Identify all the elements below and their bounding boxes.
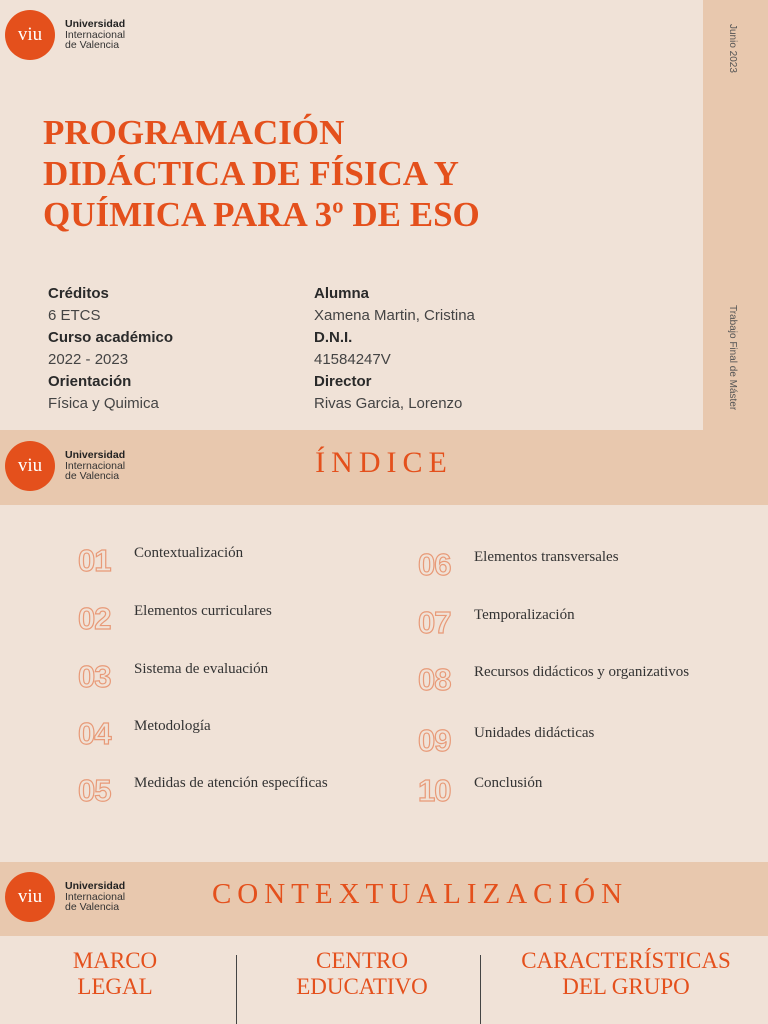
index-item[interactable]: [418, 662, 689, 698]
index-item-label: Unidades didácticas: [474, 725, 595, 741]
viu-logo-mark: viu: [5, 10, 55, 60]
index-item-number: 02: [78, 601, 111, 636]
director-value: Rivas Garcia, Lorenzo: [314, 395, 463, 412]
index-item[interactable]: [418, 773, 542, 809]
director-label: Director: [314, 373, 372, 390]
index-item-label: Temporalización: [474, 607, 575, 623]
dni-value: 41584247V: [314, 351, 391, 368]
index-item-label: Metodología: [134, 718, 211, 734]
viu-logo-mark: viu: [5, 872, 55, 922]
index-item-label: Elementos curriculares: [134, 603, 272, 619]
index-item[interactable]: [78, 543, 243, 579]
viu-logo-text: Universidad Internacional de Valencia: [65, 18, 126, 52]
index-item[interactable]: [78, 716, 211, 752]
index-item-number: 04: [78, 716, 111, 751]
viu-logo-text: Universidad Internacional de Valencia: [65, 880, 126, 914]
index-item-label: Recursos didácticos y organizativos: [474, 664, 690, 680]
viu-logo: [5, 10, 125, 60]
index-item[interactable]: [418, 723, 594, 759]
viu-logo-mark: viu: [5, 441, 55, 491]
student-value: Xamena Martin, Cristina: [314, 307, 475, 324]
index-item-label: Sistema de evaluación: [134, 661, 269, 677]
index-item-number: 10: [418, 773, 451, 808]
caracteristicas-grupo-heading[interactable]: CARACTERÍSTICAS DEL GRUPO: [521, 948, 731, 999]
index-title: ÍNDICE: [315, 446, 453, 479]
cover-info-right: [314, 283, 475, 415]
centro-educativo-heading[interactable]: CENTRO EDUCATIVO: [296, 948, 428, 999]
viu-logo: [5, 872, 125, 922]
dni-label: D.N.I.: [314, 329, 353, 346]
index-item[interactable]: [418, 605, 575, 641]
cover-info-left: [48, 283, 173, 415]
credits-value: 6 ETCS: [48, 307, 101, 324]
index-item[interactable]: [78, 601, 272, 637]
index-item-number: 06: [418, 547, 451, 582]
index-item-label: Medidas de atención específicas: [134, 775, 328, 791]
cover-document-type: Trabajo Final de Máster: [727, 305, 738, 411]
cover-section: [0, 0, 768, 430]
orientation-label: Orientación: [48, 373, 132, 390]
student-label: Alumna: [314, 285, 370, 302]
column-divider: [480, 955, 481, 1024]
index-item-number: 08: [418, 662, 451, 697]
academic-year-label: Curso académico: [48, 329, 174, 346]
index-item-label: Contextualización: [134, 545, 244, 561]
index-item[interactable]: [78, 659, 268, 695]
index-item-label: Conclusión: [474, 775, 543, 791]
credits-label: Créditos: [48, 285, 109, 302]
column-divider: [236, 955, 237, 1024]
orientation-value: Física y Quimica: [48, 395, 159, 412]
index-item[interactable]: [418, 547, 619, 583]
index-item-number: 03: [78, 659, 111, 694]
cover-date: Junio 2023: [727, 24, 738, 73]
index-item-number: 07: [418, 605, 451, 640]
index-item[interactable]: [78, 773, 328, 809]
document-title: PROGRAMACIÓN DIDÁCTICA DE FÍSICA Y QUÍMICA PARA 3º DE ESO: [43, 113, 480, 234]
index-item-number: 01: [78, 543, 111, 578]
index-item-label: Elementos transversales: [474, 549, 619, 565]
marco-legal-heading[interactable]: MARCO LEGAL: [72, 948, 158, 999]
index-item-number: 09: [418, 723, 451, 758]
context-title: CONTEXTUALIZACIÓN: [211, 878, 629, 910]
academic-year-value: 2022 - 2023: [48, 351, 129, 368]
viu-logo-text: Universidad Internacional de Valencia: [65, 449, 126, 483]
index-item-number: 05: [78, 773, 111, 808]
